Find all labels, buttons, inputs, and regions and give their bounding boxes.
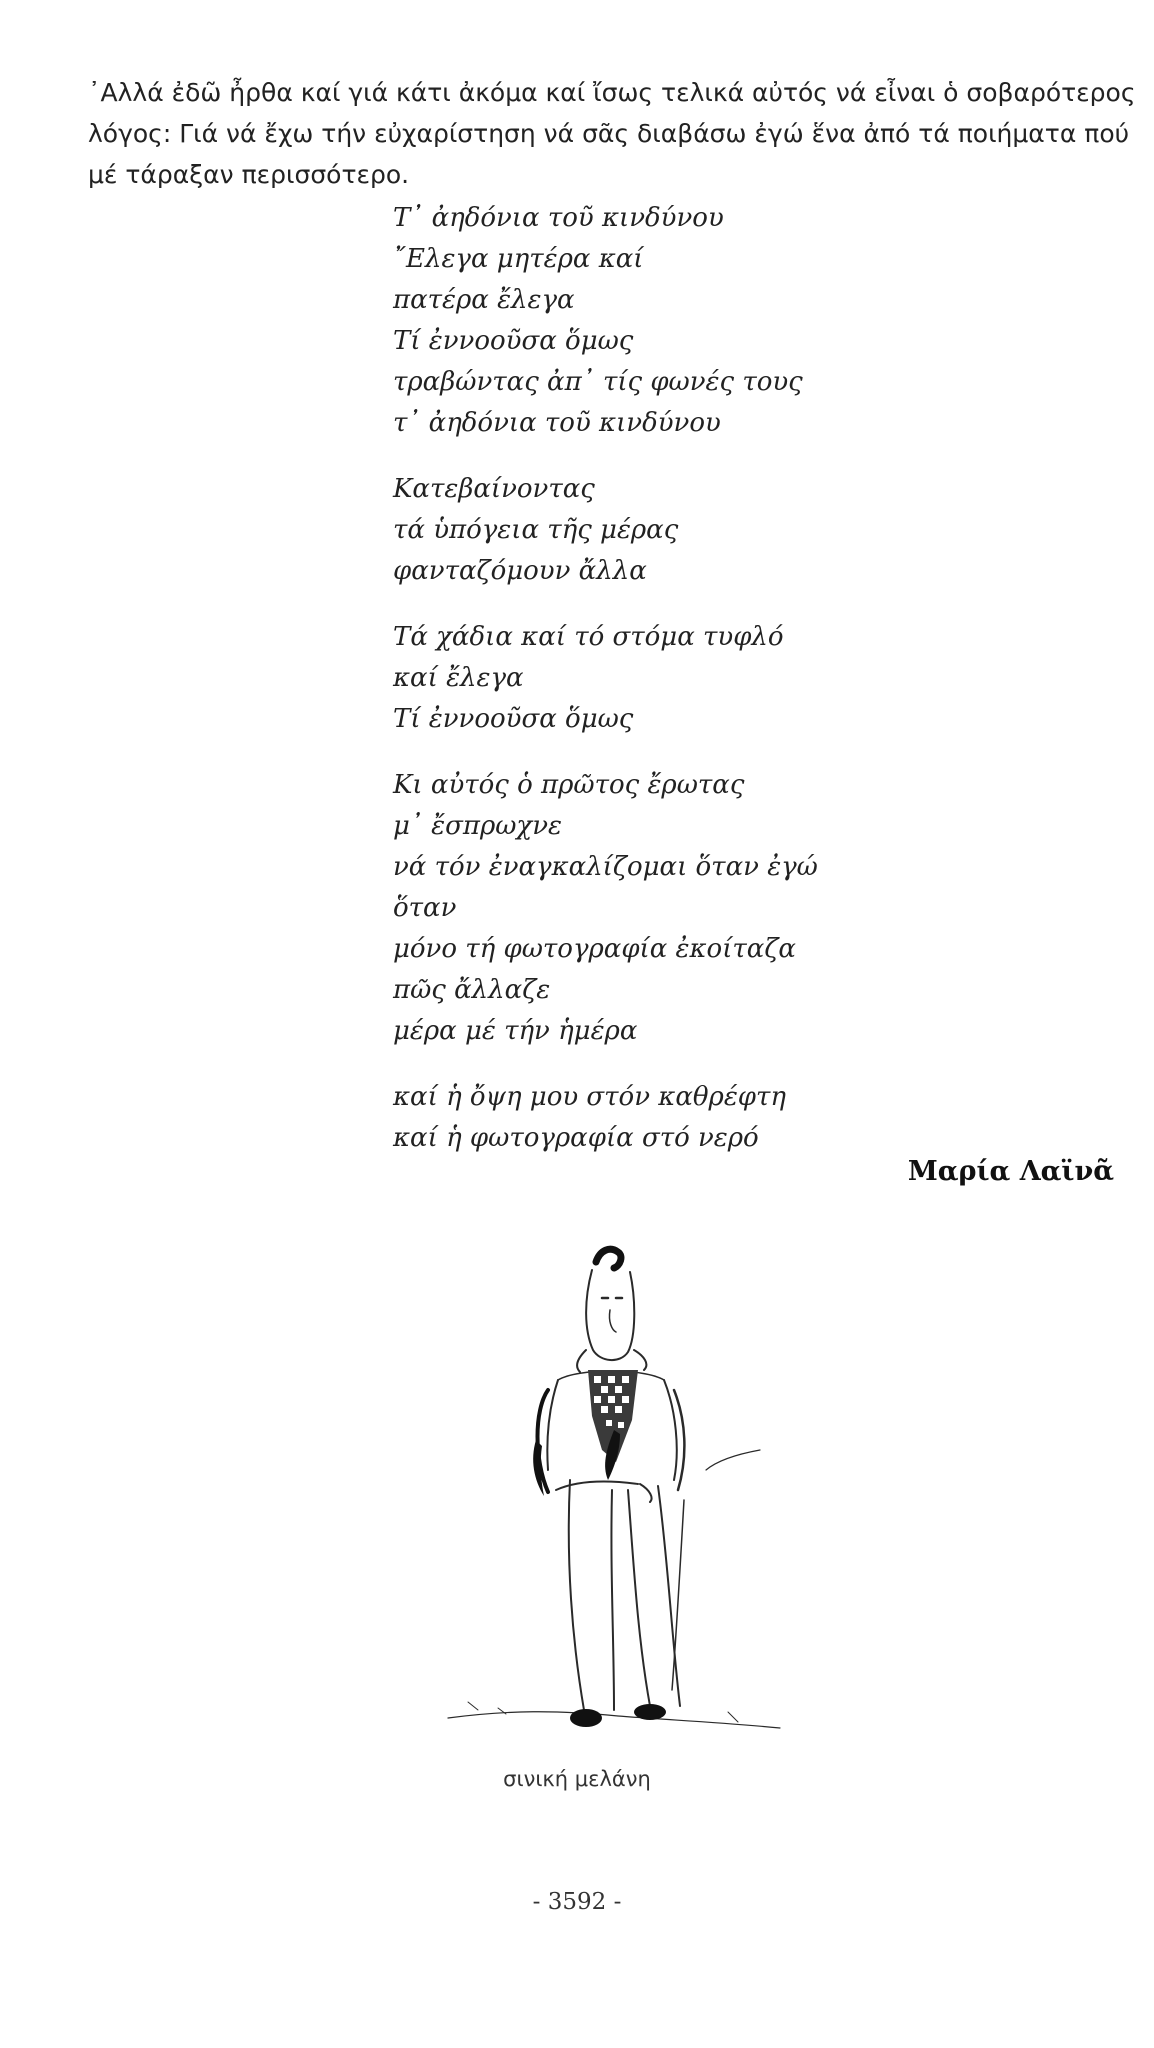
poem-line: ὅταν [393, 893, 457, 923]
poem [393, 198, 913, 1184]
ink-drawing-illustration [388, 1240, 828, 1750]
poem-title-line: Τ᾿ ἀηδόνια τοῦ κινδύνου [393, 203, 724, 233]
figure-caption: σινική μελάνη [503, 1767, 651, 1791]
poem-line: πῶς ἄλλαζε [393, 975, 551, 1005]
poem-stanza [393, 1077, 913, 1159]
poem-line: πατέρα ἔλεγα [393, 285, 575, 315]
author-signature: Μαρία Λαϊνᾶ [907, 1156, 1114, 1187]
poem-line: τά ὑπόγεια τῆς μέρας [393, 515, 679, 545]
checkered-tie [588, 1370, 638, 1480]
intro-line: λόγος: Γιά νά ἔχω τήν εὐχαρίστηση νά σᾶς διαβάσω ἐγώ ἕνα ἀπό τά ποιήματα πού [88, 119, 1130, 148]
intro-paragraph [88, 72, 1136, 195]
poem-line: νά τόν ἐναγκαλίζομαι ὅταν ἐγώ [393, 852, 818, 882]
poem-stanza [393, 617, 913, 740]
poem-line: τραβώντας ἀπ᾿ τίς φωνές τους [393, 367, 803, 397]
poem-line: καί ἡ φωτογραφία στό νερό [393, 1123, 759, 1153]
poem-line: καί ἡ ὄψη μου στόν καθρέφτη [393, 1082, 786, 1112]
poem-line: Κι αὐτός ὁ πρῶτος ἔρωτας [393, 770, 745, 800]
ink-drawing-figure [388, 1240, 828, 1750]
poem-line: Τά χάδια καί τό στόμα τυφλό [393, 622, 784, 652]
poem-line: φανταζόμουν ἄλλα [393, 556, 647, 586]
poem-line: τ᾿ ἀηδόνια τοῦ κινδύνου [393, 408, 721, 438]
poem-line: μέρα μέ τήν ἡμέρα [393, 1016, 638, 1046]
page-number: - 3592 - [532, 1889, 622, 1915]
poem-line: μ᾿ ἔσπρωχνε [393, 811, 562, 841]
intro-line: μέ τάραξαν περισσότερο. [88, 160, 410, 189]
poem-stanza [393, 198, 913, 444]
poem-line: καί ἔλεγα [393, 663, 524, 693]
poem-stanza [393, 765, 913, 1052]
poem-line: ῎Ελεγα μητέρα καί [393, 244, 644, 274]
poem-line: Κατεβαίνοντας [393, 474, 595, 504]
poem-stanza [393, 469, 913, 592]
poem-line: Τί ἐννοοῦσα ὅμως [393, 704, 634, 734]
poem-line: Τί ἐννοοῦσα ὅμως [393, 326, 634, 356]
intro-line: ᾿Αλλά ἐδῶ ἦρθα καί γιά κάτι ἀκόμα καί ἴσως τελικά αὐτός νά εἶναι ὁ σοβαρότερος [88, 78, 1136, 107]
poem-line: μόνο τή φωτογραφία ἐκοίταζα [393, 934, 796, 964]
